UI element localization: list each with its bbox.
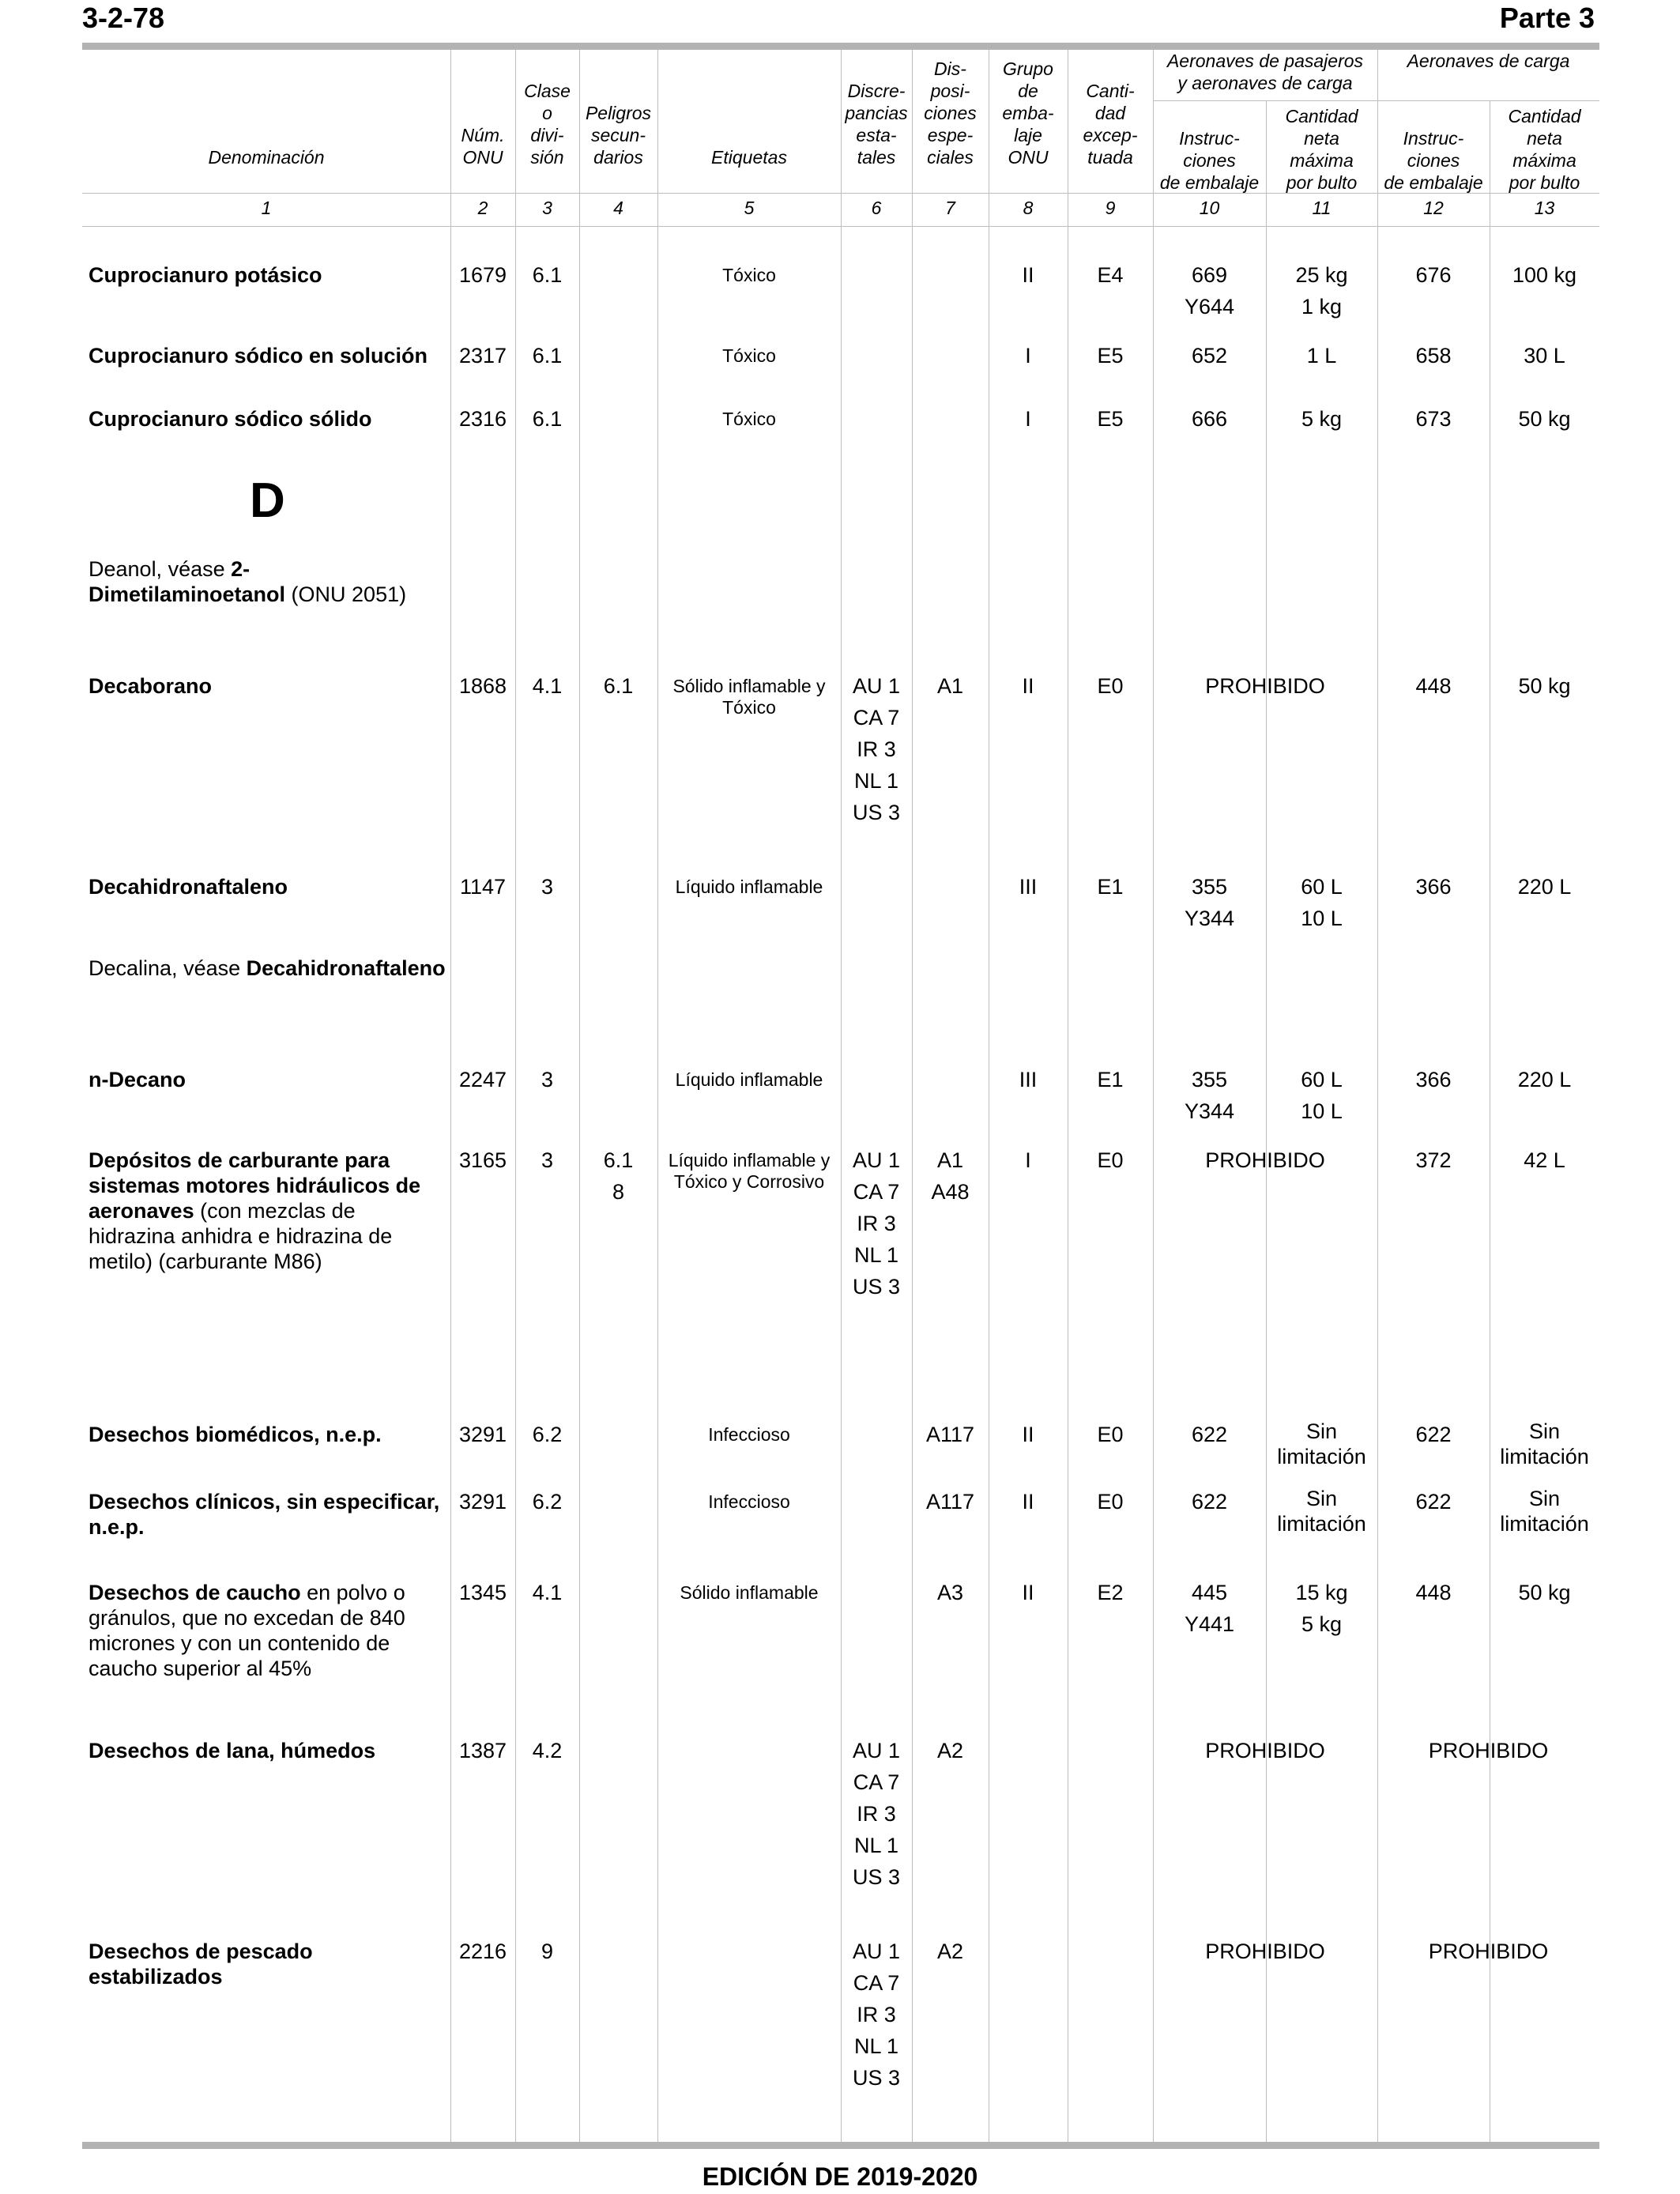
class-division: 6.1 [532, 344, 563, 368]
passenger-max-quantity: Sin limitación [1277, 1487, 1366, 1536]
special-provisions: A1 [936, 674, 964, 698]
entry-name-bold: Cuprocianuro sódico en solución [89, 344, 428, 368]
un-number: 2317 [458, 344, 507, 368]
packing-group: I [1025, 407, 1031, 431]
class-division: 3 [541, 875, 554, 899]
entry-name-bold: Decaborano [89, 674, 213, 698]
un-number: 3291 [458, 1490, 507, 1514]
entry-name-bold: Desechos de pescado estabilizados [89, 1940, 313, 1989]
cross-reference-target: 2-Dimetilaminoetanol [89, 557, 286, 606]
class-division: 6.1 [532, 407, 563, 431]
header-peligros: Peligros secun- darios [585, 103, 652, 168]
cargo-packing-instruction: 676 [1415, 263, 1452, 287]
cross-reference: Deanol, véase 2-Dimetilaminoetanol (ONU 2051) [89, 557, 407, 606]
header-group-rule [1153, 100, 1599, 101]
hazard-label: Infeccioso [708, 1491, 790, 1512]
un-number: 2316 [458, 407, 507, 431]
cargo-max-quantity: 100 kg [1512, 263, 1577, 287]
packing-group: II [1022, 1490, 1034, 1514]
entry-name [89, 874, 446, 899]
header-discrepancias: Discre- pancias esta- tales [845, 81, 908, 168]
cargo-max-quantity: 30 L [1524, 344, 1565, 368]
entry-name [89, 1939, 446, 1989]
class-division: 3 [541, 1148, 554, 1172]
column-number: 4 [613, 198, 623, 218]
entry-name [89, 406, 446, 432]
column-number-rule [82, 226, 1599, 227]
hazard-label: Tóxico [722, 265, 776, 285]
column-number: 1 [261, 198, 272, 218]
cargo-max-quantity: Sin limitación [1500, 1487, 1589, 1536]
header-etiquetas: Etiquetas [711, 147, 787, 168]
top-rule [82, 43, 1599, 50]
header-instrucciones-pax: Instruc- ciones de embalaje [1159, 128, 1260, 193]
un-number: 2216 [458, 1940, 507, 1963]
header-disposiciones: Dis- posi- ciones espe- ciales [924, 58, 977, 168]
special-provisions: A3 [936, 1581, 964, 1604]
header-cantidad-pax: Cantidad neta máxima por bulto [1285, 106, 1358, 193]
excepted-quantity: E1 [1097, 1068, 1124, 1091]
excepted-quantity: E0 [1097, 1423, 1124, 1446]
excepted-quantity: E4 [1097, 263, 1124, 287]
excepted-quantity: E5 [1097, 344, 1124, 368]
entry-name [89, 673, 446, 699]
entry-name-bold: Desechos de caucho [89, 1581, 301, 1604]
class-division: 6.2 [532, 1423, 563, 1446]
cargo-max-quantity: 220 L [1517, 875, 1572, 899]
passenger-packing-instruction: 445 Y441 [1184, 1581, 1235, 1636]
passenger-max-quantity: 60 L 10 L [1301, 875, 1343, 930]
entry-name-bold: Cuprocianuro sódico sólido [89, 407, 372, 431]
class-division: 4.1 [532, 674, 563, 698]
column-number: 11 [1312, 198, 1332, 218]
entry-name-bold: Desechos biomédicos, n.e.p. [89, 1423, 382, 1446]
passenger-packing-instruction: 652 [1191, 344, 1228, 368]
column-number: 10 [1199, 198, 1220, 218]
special-provisions: A1 A48 [931, 1148, 970, 1204]
packing-group: II [1022, 263, 1034, 287]
state-variations: AU 1 CA 7 IR 3 NL 1 US 3 [852, 1148, 901, 1299]
state-variations: AU 1 CA 7 IR 3 NL 1 US 3 [852, 674, 901, 824]
packing-group: III [1019, 1068, 1038, 1091]
entry-name [89, 262, 446, 288]
entry-name-bold: Depósitos de carburante para sistemas motores hidráulicos de aeronaves [89, 1148, 421, 1223]
column-number: 6 [871, 198, 882, 218]
entry-name [89, 1738, 446, 1763]
hazard-label: Líquido inflamable [675, 1069, 823, 1090]
entry-name [89, 1422, 446, 1447]
special-provisions: A117 [925, 1423, 975, 1446]
column-number: 3 [542, 198, 552, 218]
subsidiary-hazard: 6.1 [603, 674, 634, 698]
un-number: 2247 [458, 1068, 507, 1091]
cargo-max-quantity: 50 kg [1518, 674, 1571, 698]
column-number: 12 [1423, 198, 1444, 218]
class-division: 9 [541, 1940, 554, 1963]
packing-group: II [1022, 674, 1034, 698]
column-number: 7 [945, 198, 955, 218]
cargo-packing-instruction: 448 [1415, 1581, 1452, 1604]
passenger-packing-instruction: 355 Y344 [1184, 1068, 1235, 1123]
passenger-prohibited: PROHIBIDO [1205, 1148, 1325, 1172]
excepted-quantity: E0 [1097, 674, 1124, 698]
cargo-max-quantity: 42 L [1524, 1148, 1565, 1172]
entry-name: Depósitos de carburante para sistemas motores hidráulicos de aeronaves (con mezclas de hidrazina anhidra e hidrazina de metilo) (carburante M86) [89, 1148, 421, 1273]
un-number: 1679 [458, 263, 507, 287]
excepted-quantity: E5 [1097, 407, 1124, 431]
un-number: 1345 [458, 1581, 507, 1604]
entry-name-bold: Desechos de lana, húmedos [89, 1739, 376, 1762]
part-label: Parte 3 [1499, 2, 1595, 34]
un-number: 3165 [458, 1148, 507, 1172]
cargo-max-quantity: 220 L [1517, 1068, 1572, 1091]
cargo-packing-instruction: 366 [1415, 875, 1452, 899]
passenger-packing-instruction: 622 [1191, 1423, 1228, 1446]
column-number: 5 [744, 198, 755, 218]
column-number: 13 [1534, 198, 1555, 218]
passenger-prohibited: PROHIBIDO [1205, 1739, 1325, 1762]
passenger-packing-instruction: 355 Y344 [1184, 875, 1235, 930]
cargo-packing-instruction: 673 [1415, 407, 1452, 431]
passenger-max-quantity: 1 L [1306, 344, 1337, 368]
header-group-carga: Aeronaves de carga [1407, 51, 1570, 71]
entry-name [89, 343, 446, 368]
header-num-onu: Núm. ONU [461, 125, 505, 168]
page-number: 3-2-78 [82, 2, 165, 34]
cargo-prohibited: PROHIBIDO [1428, 1739, 1549, 1762]
passenger-max-quantity: Sin limitación [1277, 1419, 1366, 1468]
passenger-packing-instruction: 669 Y644 [1184, 263, 1235, 319]
cargo-packing-instruction: 622 [1415, 1423, 1452, 1446]
entry-name-bold: Cuprocianuro potásico [89, 263, 322, 287]
entry-name-bold: n-Decano [89, 1068, 186, 1091]
packing-group: I [1025, 344, 1031, 368]
hazard-label: Tóxico [722, 409, 776, 429]
state-variations: AU 1 CA 7 IR 3 NL 1 US 3 [852, 1940, 901, 2090]
class-division: 3 [541, 1068, 554, 1091]
hazard-label: Líquido inflamable y Tóxico y Corrosivo [668, 1150, 831, 1192]
cargo-packing-instruction: 622 [1415, 1490, 1452, 1514]
cargo-max-quantity: 50 kg [1518, 407, 1571, 431]
cargo-packing-instruction: 448 [1415, 674, 1452, 698]
passenger-max-quantity: 5 kg [1301, 407, 1343, 431]
class-division: 4.2 [532, 1739, 563, 1762]
hazard-label: Tóxico [722, 345, 776, 366]
passenger-max-quantity: 15 kg 5 kg [1295, 1581, 1348, 1636]
subsidiary-hazard: 6.1 8 [603, 1148, 634, 1204]
class-division: 6.2 [532, 1490, 563, 1514]
entry-name [89, 1489, 446, 1540]
passenger-packing-instruction: 622 [1191, 1490, 1228, 1514]
packing-group: II [1022, 1423, 1034, 1446]
bottom-rule [82, 2142, 1599, 2149]
column-number: 8 [1023, 198, 1034, 218]
special-provisions: A117 [925, 1490, 975, 1514]
excepted-quantity: E0 [1097, 1148, 1124, 1172]
passenger-prohibited: PROHIBIDO [1205, 1940, 1325, 1963]
packing-group: II [1022, 1581, 1034, 1604]
column-number: 9 [1105, 198, 1116, 218]
excepted-quantity: E2 [1097, 1581, 1124, 1604]
col-divider [579, 50, 580, 2142]
packing-group: I [1025, 1148, 1031, 1172]
header-cantidad-cao: Cantidad neta máxima por bulto [1508, 106, 1581, 193]
special-provisions: A2 [936, 1940, 964, 1963]
hazard-label: Sólido inflamable [680, 1582, 819, 1603]
entry-name [89, 1067, 446, 1092]
un-number: 3291 [458, 1423, 507, 1446]
hazard-label: Sólido inflamable y Tóxico [672, 676, 826, 718]
excepted-quantity: E1 [1097, 875, 1124, 899]
cross-reference: Decalina, véase Decahidronaftaleno [89, 956, 446, 980]
edition-footer: EDICIÓN DE 2019-2020 [702, 2162, 978, 2191]
passenger-max-quantity: 60 L 10 L [1301, 1068, 1343, 1123]
entry-name-bold: Decahidronaftaleno [89, 875, 288, 899]
cargo-packing-instruction: 366 [1415, 1068, 1452, 1091]
un-number: 1868 [458, 674, 507, 698]
cargo-max-quantity: Sin limitación [1500, 1419, 1589, 1468]
un-number: 1147 [459, 875, 507, 899]
un-number: 1387 [458, 1739, 507, 1762]
cargo-packing-instruction: 658 [1415, 344, 1452, 368]
class-division: 4.1 [532, 1581, 563, 1604]
cargo-max-quantity: 50 kg [1518, 1581, 1571, 1604]
entry-name-bold: Desechos clínicos, sin especificar, n.e.p. [89, 1490, 440, 1539]
passenger-packing-instruction: 666 [1191, 407, 1228, 431]
col-divider [912, 50, 913, 2142]
special-provisions: A2 [936, 1739, 964, 1762]
excepted-quantity: E0 [1097, 1490, 1124, 1514]
header-denominacion: Denominación [208, 147, 325, 168]
state-variations: AU 1 CA 7 IR 3 NL 1 US 3 [852, 1739, 901, 1889]
hazard-label: Líquido inflamable [675, 876, 823, 897]
header-grupo-embalaje: Grupo de emba- laje ONU [1002, 58, 1054, 168]
passenger-max-quantity: 25 kg 1 kg [1295, 263, 1348, 319]
column-number: 2 [477, 198, 488, 218]
hazard-label: Infeccioso [708, 1424, 790, 1445]
passenger-prohibited: PROHIBIDO [1205, 674, 1325, 698]
entry-name: Desechos de caucho en polvo o gránulos, que no excedan de 840 micrones y con un contenido de caucho superior al 45% [89, 1581, 405, 1680]
header-instrucciones-cao: Instruc- ciones de embalaje [1384, 128, 1483, 193]
cargo-prohibited: PROHIBIDO [1428, 1940, 1549, 1963]
header-group-pasajeros: Aeronaves de pasajeros y aeronaves de carga [1166, 51, 1364, 93]
class-division: 6.1 [532, 263, 563, 287]
header-cantidad-exceptuada: Canti- dad excep- tuada [1083, 81, 1138, 168]
cargo-packing-instruction: 372 [1415, 1148, 1452, 1172]
cross-reference-target: Decahidronaftaleno [246, 956, 446, 980]
header-clase: Clase o divi- sión [524, 81, 571, 168]
packing-group: III [1019, 875, 1038, 899]
section-letter: D [250, 473, 285, 528]
